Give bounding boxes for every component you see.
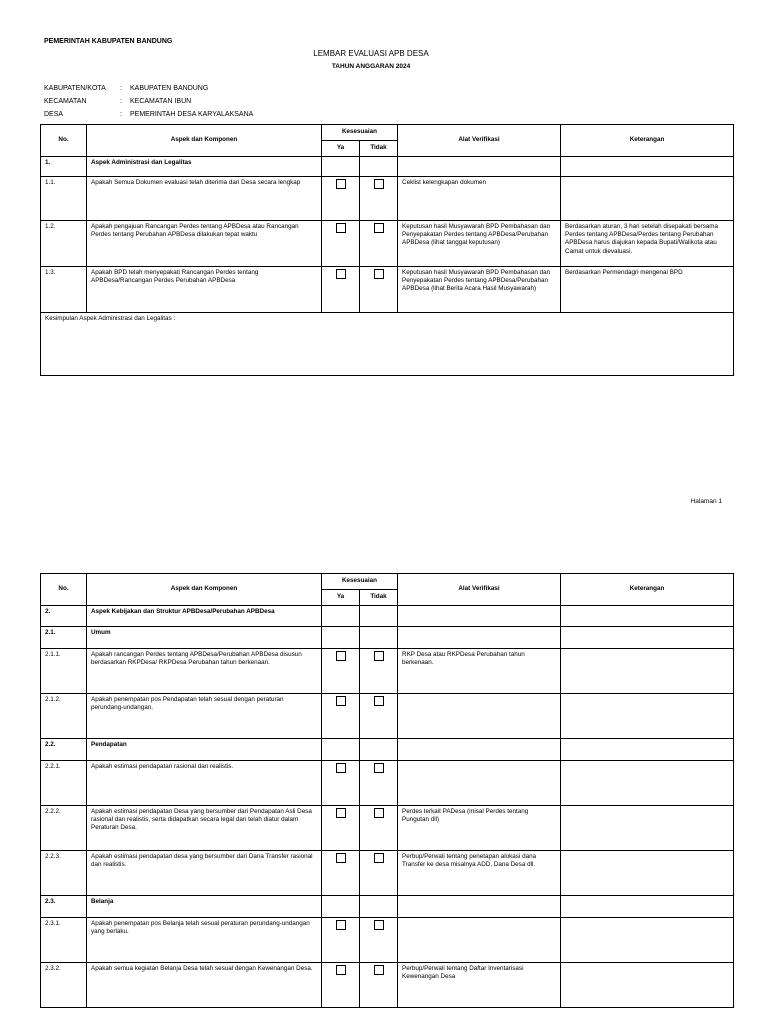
info-value: KABUPATEN BANDUNG bbox=[130, 85, 209, 92]
item-note: Berdasarkan Permendagri mengenai BPD bbox=[561, 267, 734, 313]
item-verification: Perdes terkait PADesa (misal Perdes tentang Pungutan dll) bbox=[398, 806, 561, 851]
col-header-aspek: Aspek dan Komponen bbox=[87, 574, 322, 606]
checkbox-ya[interactable] bbox=[336, 651, 346, 661]
col-header-aspek: Aspek dan Komponen bbox=[87, 125, 322, 157]
col-header-ya: Ya bbox=[322, 590, 360, 606]
col-header-kesesuaian: Kesesuaian bbox=[322, 574, 398, 590]
document-title: LEMBAR EVALUASI APB DESA bbox=[313, 49, 429, 58]
info-value: KECAMATAN IBUN bbox=[130, 98, 192, 105]
col-header-tidak: Tidak bbox=[360, 590, 398, 606]
subsection-row bbox=[41, 739, 734, 761]
item-question: Apakah penempatan pos Pendapatan telah sesual dengan peraturan perundang-undangan. bbox=[87, 694, 322, 739]
item-question: Apakah Semua Dokumen evaluasi telah diterima dari Desa secara lengkap bbox=[87, 177, 322, 221]
checkbox-ya[interactable] bbox=[336, 920, 346, 930]
item-verification: Ceklist kelengkapan dokumen bbox=[398, 177, 561, 221]
table-row bbox=[41, 963, 734, 1008]
subsection-number: 2.3. bbox=[41, 896, 87, 918]
table-row bbox=[41, 694, 734, 739]
item-note bbox=[561, 761, 734, 806]
page-number: Halaman 1 bbox=[690, 498, 722, 505]
table-row bbox=[41, 177, 734, 221]
checkbox-tidak[interactable] bbox=[374, 853, 384, 863]
item-number: 1.2. bbox=[41, 221, 87, 267]
item-note bbox=[561, 851, 734, 896]
conclusion-text: Kesimpulan Aspek Administrasi dan Legalitas : bbox=[41, 313, 734, 376]
item-verification: RKP Desa atau RKPDesa Perubahan tahun berkenaan. bbox=[398, 649, 561, 694]
fiscal-year: TAHUN ANGGARAN 2024 bbox=[331, 63, 411, 70]
item-number: 2.2.3. bbox=[41, 851, 87, 896]
evaluation-table-2 bbox=[40, 573, 734, 1008]
item-question: Apakah estimasi pendapatan rasional dan realistis. bbox=[87, 761, 322, 806]
checkbox-tidak[interactable] bbox=[374, 920, 384, 930]
table-row bbox=[41, 649, 734, 694]
table-row bbox=[41, 267, 734, 313]
subsection-number: 2.1. bbox=[41, 627, 87, 649]
item-verification: Keputusan hasil Musyawarah BPD Pembahasan dan Penyepakatan Perdes tentang APBDesa/Perubahan APBDesa (lihat Berita Acara Hasil Musyawarah) bbox=[398, 267, 561, 313]
item-question: Apakah pengajuan Rancangan Perdes tentang APBDesa atau Rancangan Perdes tentang Perubahan APBDesa dilakukan tepat waktu bbox=[87, 221, 322, 267]
table-header-row bbox=[41, 574, 734, 590]
item-number: 1.1. bbox=[41, 177, 87, 221]
checkbox-tidak[interactable] bbox=[374, 651, 384, 661]
table-row bbox=[41, 761, 734, 806]
item-question: Apakah penempatan pos Belanja telah sesual peraturan perundang-undangan yang berlaku. bbox=[87, 918, 322, 963]
evaluation-table-1 bbox=[40, 124, 734, 376]
item-verification: Keputusan hasil Musyawarah BPD Pembahasan dan Penyepakatan Perdes tentang APBDesa/Perubahan APBDesa (lihat tanggal keputusan) bbox=[398, 221, 561, 267]
col-header-ya: Ya bbox=[322, 141, 360, 157]
col-header-kesesuaian: Kesesuaian bbox=[322, 125, 398, 141]
item-question: Apakah rancangan Perdes tentang APBDesa/Perubahan APBDesa disusun berdasarkan RKPDesa/ RKPDesa Perubahan tahun berkenaan. bbox=[87, 649, 322, 694]
subsection-title: Pendapatan bbox=[87, 739, 322, 761]
item-verification: Perbup/Perwali tentang Daftar Inventarisasi Kewenangan Desa bbox=[398, 963, 561, 1008]
item-note bbox=[561, 918, 734, 963]
section-title: Aspek Kebijakan dan Struktur APBDesa/Perubahan APBDesa bbox=[87, 606, 322, 627]
item-number: 2.3.1. bbox=[41, 918, 87, 963]
section-title: Aspek Administrasi dan Legalitas bbox=[87, 157, 322, 177]
checkbox-ya[interactable] bbox=[336, 808, 346, 818]
subsection-row bbox=[41, 627, 734, 649]
item-number: 2.1.1. bbox=[41, 649, 87, 694]
item-verification bbox=[398, 694, 561, 739]
col-header-keterangan: Keterangan bbox=[561, 574, 734, 606]
checkbox-ya[interactable] bbox=[336, 269, 346, 279]
checkbox-ya[interactable] bbox=[336, 696, 346, 706]
col-header-keterangan: Keterangan bbox=[561, 125, 734, 157]
table-row bbox=[41, 851, 734, 896]
item-question: Apakah semua kegiatan Belanja Desa telah sesual dengan Kewenangan Desa. bbox=[87, 963, 322, 1008]
subsection-title: Belanja bbox=[87, 896, 322, 918]
info-label: KECAMATAN bbox=[44, 98, 87, 105]
item-number: 2.2.2. bbox=[41, 806, 87, 851]
item-question: Apakah estimasi pendapatan desa yang bersumber dari Dana Transfer rasional dan realistis. bbox=[87, 851, 322, 896]
info-label: DESA bbox=[44, 111, 64, 118]
table-row bbox=[41, 806, 734, 851]
item-question: Apakah estimasi pendapatan Desa yang bersumber dari Pendapatan Asli Desa rasional dan realistis, serta didapatkan secara legal dan telah diatur dalam Peraturan Desa. bbox=[87, 806, 322, 851]
item-verification bbox=[398, 918, 561, 963]
subsection-row bbox=[41, 896, 734, 918]
item-verification: Perbup/Perwali tentang penetapan alokasi dana Transfer ke desa misalnya ADD, Dana Desa dll. bbox=[398, 851, 561, 896]
checkbox-ya[interactable] bbox=[336, 223, 346, 233]
col-header-no: No. bbox=[41, 125, 87, 157]
item-note bbox=[561, 963, 734, 1008]
item-note: Berdasarkan aturan, 3 hari setelah disepakati bersama Perdes tentang APBDesa/Perdes tentang Perubahan APBDesa harus diajukan kepada Bupati/Walikota atau Camat untuk dievaluasi. bbox=[561, 221, 734, 267]
header-organization: PEMERINTAH KABUPATEN BANDUNG bbox=[44, 38, 173, 45]
item-question: Apakah BPD telah menyepakati Rancangan Perdes tentang APBDesa/Rancangan Perdes Perubahan APBDesa bbox=[87, 267, 322, 313]
checkbox-ya[interactable] bbox=[336, 763, 346, 773]
item-number: 2.1.2. bbox=[41, 694, 87, 739]
info-label: KABUPATEN/KOTA bbox=[44, 85, 106, 92]
table-row bbox=[41, 221, 734, 267]
checkbox-ya[interactable] bbox=[336, 965, 346, 975]
checkbox-tidak[interactable] bbox=[374, 179, 384, 189]
item-note bbox=[561, 177, 734, 221]
checkbox-ya[interactable] bbox=[336, 179, 346, 189]
col-header-alat: Alat Verifikasi bbox=[398, 574, 561, 606]
section-number: 1. bbox=[41, 157, 87, 177]
col-header-alat: Alat Verifikasi bbox=[398, 125, 561, 157]
item-number: 2.2.1. bbox=[41, 761, 87, 806]
section-row bbox=[41, 157, 734, 177]
subsection-number: 2.2. bbox=[41, 739, 87, 761]
section-number: 2. bbox=[41, 606, 87, 627]
checkbox-tidak[interactable] bbox=[374, 223, 384, 233]
subsection-title: Umum bbox=[87, 627, 322, 649]
table-row bbox=[41, 918, 734, 963]
checkbox-tidak[interactable] bbox=[374, 808, 384, 818]
col-header-no: No. bbox=[41, 574, 87, 606]
checkbox-tidak[interactable] bbox=[374, 269, 384, 279]
checkbox-tidak[interactable] bbox=[374, 763, 384, 773]
item-note bbox=[561, 694, 734, 739]
item-number: 2.3.2. bbox=[41, 963, 87, 1008]
checkbox-ya[interactable] bbox=[336, 853, 346, 863]
checkbox-tidak[interactable] bbox=[374, 965, 384, 975]
col-header-tidak: Tidak bbox=[360, 141, 398, 157]
conclusion-row bbox=[41, 313, 734, 376]
item-number: 1.3. bbox=[41, 267, 87, 313]
item-note bbox=[561, 806, 734, 851]
item-verification bbox=[398, 761, 561, 806]
checkbox-tidak[interactable] bbox=[374, 696, 384, 706]
section-row bbox=[41, 606, 734, 627]
item-note bbox=[561, 649, 734, 694]
info-value: PEMERINTAH DESA KARYALAKSANA bbox=[130, 111, 254, 118]
table-header-row bbox=[41, 125, 734, 141]
